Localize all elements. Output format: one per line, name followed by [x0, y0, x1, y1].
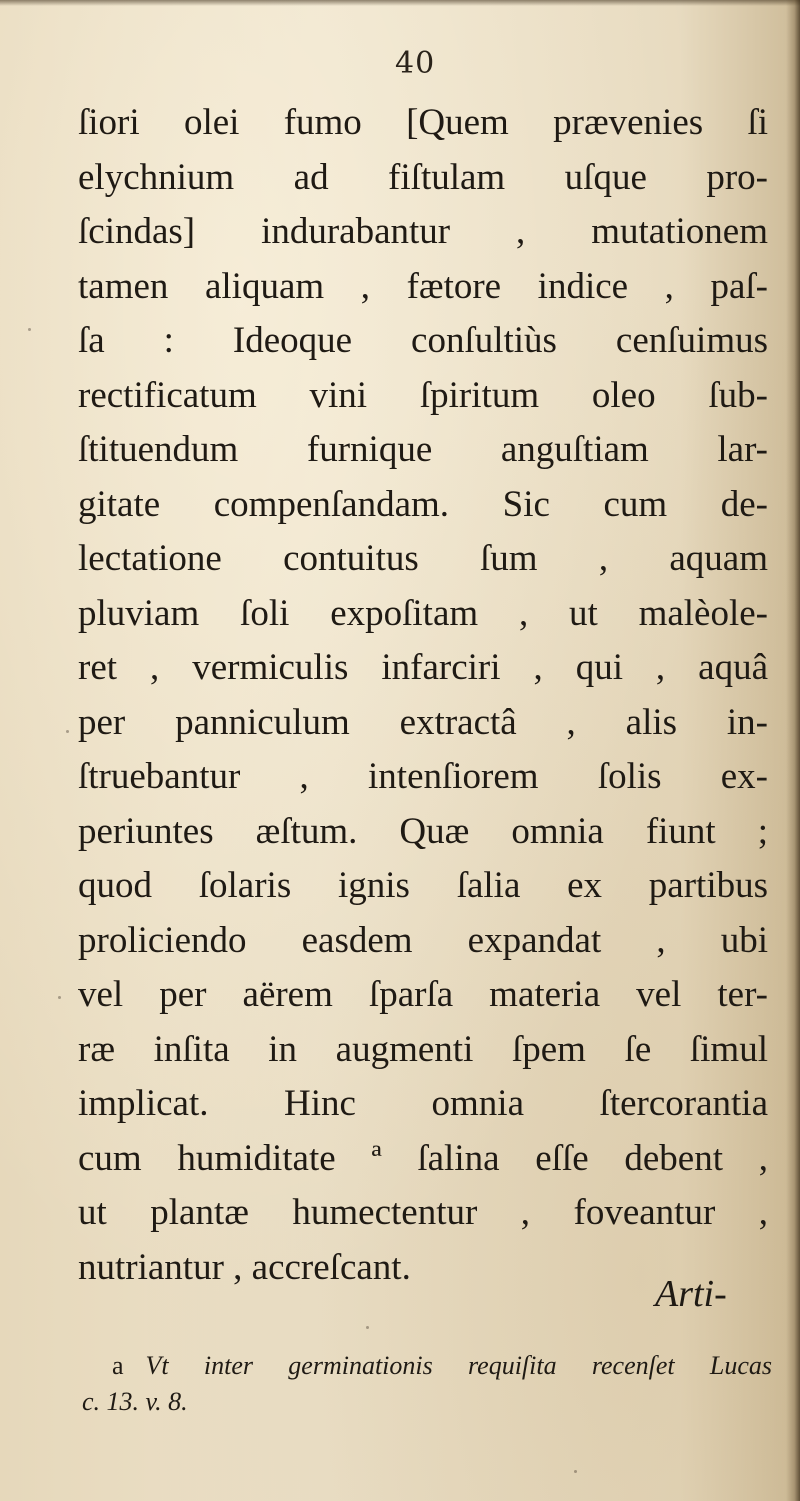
page-spine-shadow — [786, 0, 800, 1501]
text-line: ſa : Ideoque conſultiùs cenſuimus — [78, 320, 768, 361]
text-line: ut plantæ humectentur , foveantur , — [78, 1192, 768, 1233]
text-line: implicat. Hinc omnia ſtercorantia — [78, 1083, 768, 1124]
text-line: ſcindas] indurabantur , mutationem — [78, 211, 768, 252]
text-line: ſtruebantur , intenſiorem ſolis ex- — [78, 756, 768, 797]
page-top-shadow — [0, 0, 800, 6]
text-line: lectatione contuitus ſum , aquam — [78, 538, 768, 579]
text-line: periuntes æſtum. Quæ omnia fiunt ; — [78, 810, 768, 852]
page-number: 40 — [395, 46, 436, 81]
text-line: ſiori olei fumo [Quem prævenies ſi — [78, 102, 768, 143]
catchword: Arti- — [655, 1273, 727, 1315]
text-line: quod ſolaris ignis ſalia ex partibus — [78, 865, 768, 906]
text-line: cum humiditate ª ſalina eſſe debent , — [78, 1137, 768, 1179]
paper-speck — [28, 328, 31, 331]
text-line: ret , vermiculis infarciri , qui , aquâ — [78, 647, 768, 688]
paper-speck — [574, 1470, 577, 1473]
text-line: tamen aliquam , fætore indice , paſ- — [78, 265, 768, 307]
body-text — [78, 96, 768, 1295]
paper-speck — [58, 996, 61, 999]
text-line: vel per aërem ſparſa materia vel ter- — [78, 974, 768, 1015]
footnote — [82, 1348, 772, 1420]
text-line: rectificatum vini ſpiritum oleo ſub- — [78, 374, 768, 416]
footnote-marker: a — [112, 1351, 124, 1380]
footnote-line: c. 13. v. 8. — [82, 1387, 188, 1416]
paper-speck — [366, 1326, 369, 1329]
text-line: ræ inſita in augmenti ſpem ſe ſimul — [78, 1028, 768, 1070]
text-line: ſtituendum furnique anguſtiam lar- — [78, 429, 768, 470]
paper-speck — [66, 730, 69, 733]
text-line: per panniculum extractâ , alis in- — [78, 701, 768, 743]
text-line: nutriantur , accreſcant. — [78, 1246, 411, 1288]
text-line: elychnium ad fiſtulam uſque pro- — [78, 156, 768, 198]
text-line: pluviam ſoli expoſitam , ut malèole- — [78, 592, 768, 634]
footnote-text: Vt inter germinationis requiſita recenſet Lucas — [145, 1351, 772, 1380]
footnote-line — [112, 1348, 772, 1384]
text-line: gitate compenſandam. Sic cum de- — [78, 483, 768, 525]
text-line: proliciendo easdem expandat , ubi — [78, 919, 768, 961]
